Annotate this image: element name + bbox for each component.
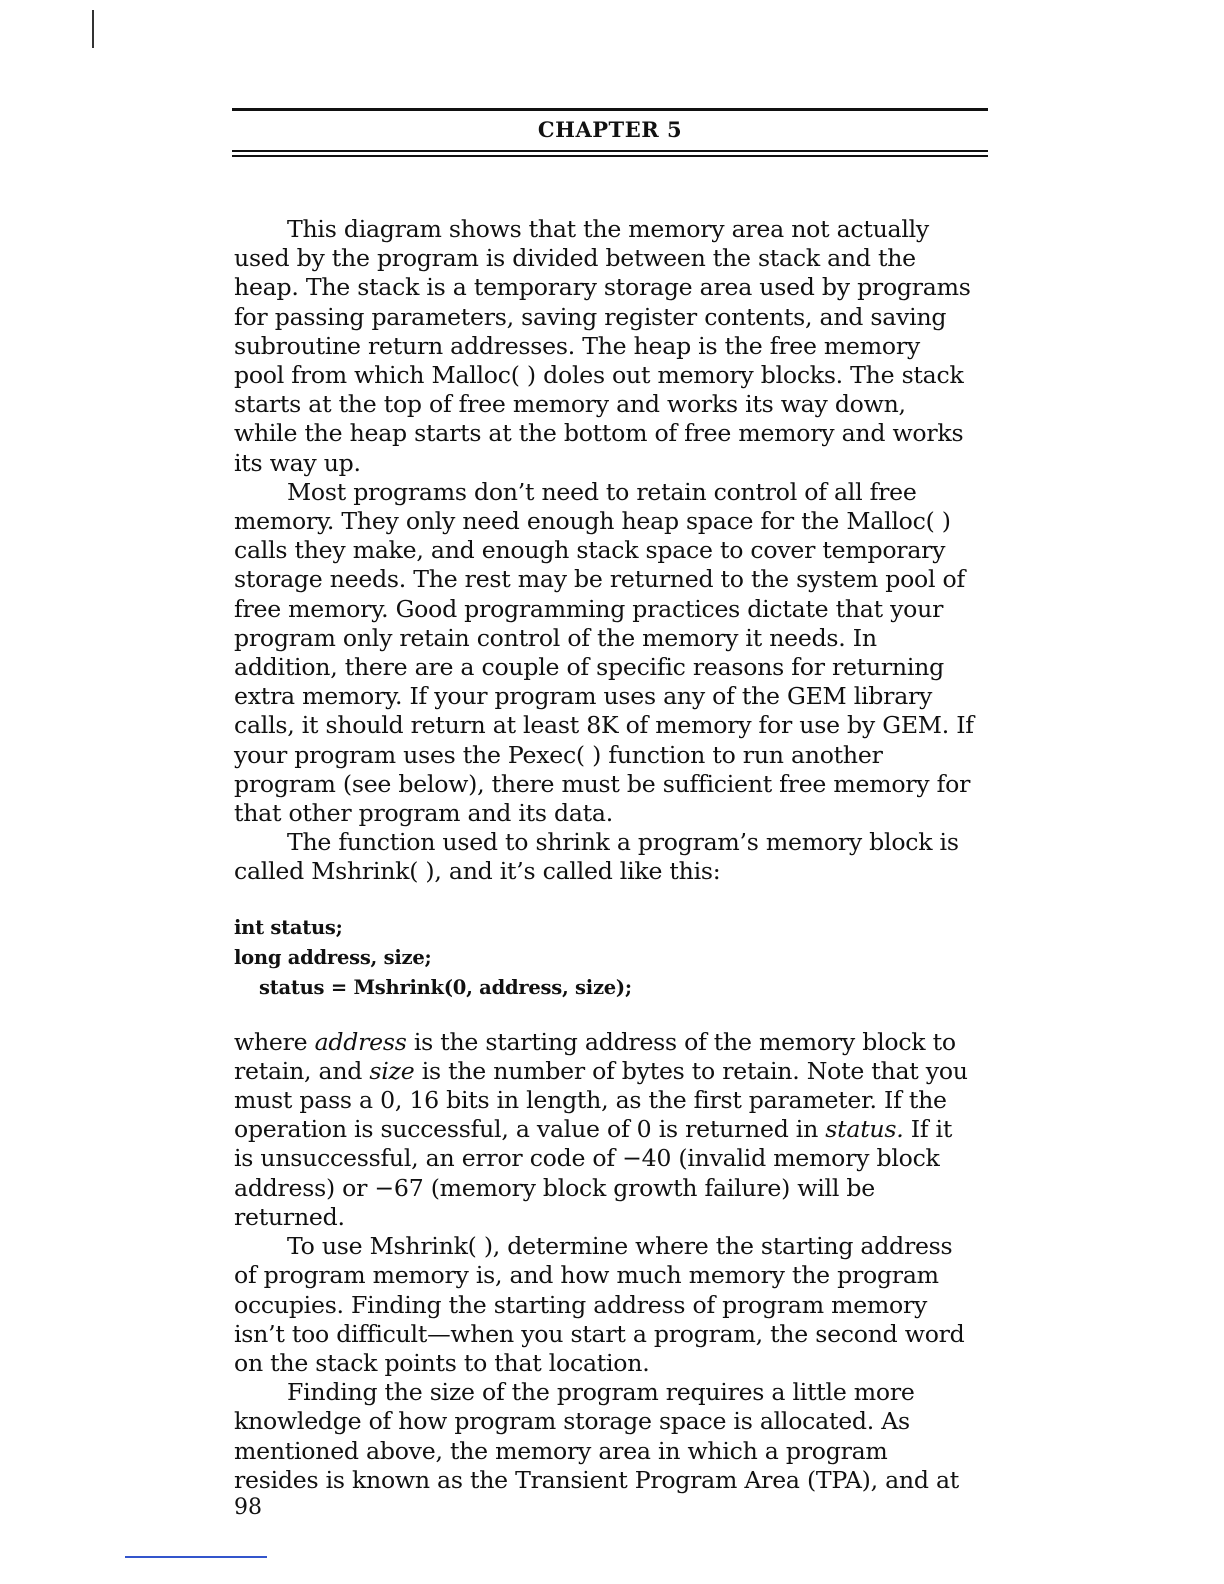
emphasis-status: status. bbox=[825, 1115, 904, 1144]
header-rule-bottom-2 bbox=[232, 155, 988, 157]
paragraph-retain-memory: Most programs don’t need to retain control of all free memory. They only need enough heap space for the Malloc( ) calls they make, and enough stack space to cover temporary storage needs. The rest may be returned to the system pool of free memory. Good programming practices dictate that your program only retain control of the memory it needs. In addition, there are a couple of specific reasons for returning extra memory. If your program uses any of the GEM library calls, it should return at least 8K of memory for use by GEM. If your program uses the Pexec( ) function to run another program (see below), there must be sufficient free memory for that other program and its data. bbox=[234, 477, 974, 828]
code-example bbox=[234, 913, 974, 1003]
chapter-title: CHAPTER 5 bbox=[537, 117, 683, 142]
text-segment: If it is unsuccessful, an error code of −40 (invalid memory block address) or −67 (memory block growth failure) will be returned. bbox=[234, 1115, 953, 1231]
text-segment: is the starting address of the memory block to retain, and bbox=[234, 1027, 956, 1085]
emphasis-address: address bbox=[314, 1027, 407, 1056]
header-rule-top bbox=[232, 108, 988, 111]
paragraph-memory-diagram: This diagram shows that the memory area not actually used by the program is divided between the stack and the heap. The stack is a temporary storage area used by programs for passing parameters, saving register contents, and saving subroutine return addresses. The heap is the free memory pool from which Malloc( ) doles out memory blocks. The stack starts at the top of free memory and works its way down, while the heap starts at the bottom of free memory and works its way up. bbox=[234, 215, 971, 477]
code-line-mshrink-call: status = Mshrink(0, address, size); bbox=[259, 975, 632, 999]
page-body bbox=[234, 215, 974, 1495]
code-line-address-decl: long address, size; bbox=[234, 945, 432, 969]
text-segment: where bbox=[234, 1027, 315, 1056]
paragraph-mshrink-params bbox=[234, 1028, 974, 1232]
paragraph-mshrink-intro: The function used to shrink a program’s memory block is called Mshrink( ), and it’s called like this: bbox=[234, 828, 959, 886]
page-number: 98 bbox=[234, 1495, 262, 1520]
emphasis-size: size bbox=[369, 1056, 415, 1085]
paragraph-program-size: Finding the size of the program requires a little more knowledge of how program storage space is allocated. As mentioned above, the memory area in which a program resides is known as the Transient Program Area (TPA), and at bbox=[234, 1378, 960, 1494]
paragraph-using-mshrink: To use Mshrink( ), determine where the starting address of program memory is, and how much memory the program occupies. Finding the starting address of program memory isn’t too difficult—when you start a program, the second word on the stack points to that location. bbox=[234, 1232, 965, 1377]
scan-margin-mark bbox=[92, 10, 94, 48]
code-line-status-decl: int status; bbox=[234, 915, 343, 939]
scan-bottom-mark bbox=[125, 1556, 267, 1558]
text-segment: is the number of bytes to retain. Note that you must pass a 0, 16 bits in length, as the first parameter. If the operation is successful, a value of 0 is returned in bbox=[234, 1056, 968, 1144]
chapter-header bbox=[232, 108, 988, 157]
header-rule-bottom-1 bbox=[232, 150, 988, 152]
